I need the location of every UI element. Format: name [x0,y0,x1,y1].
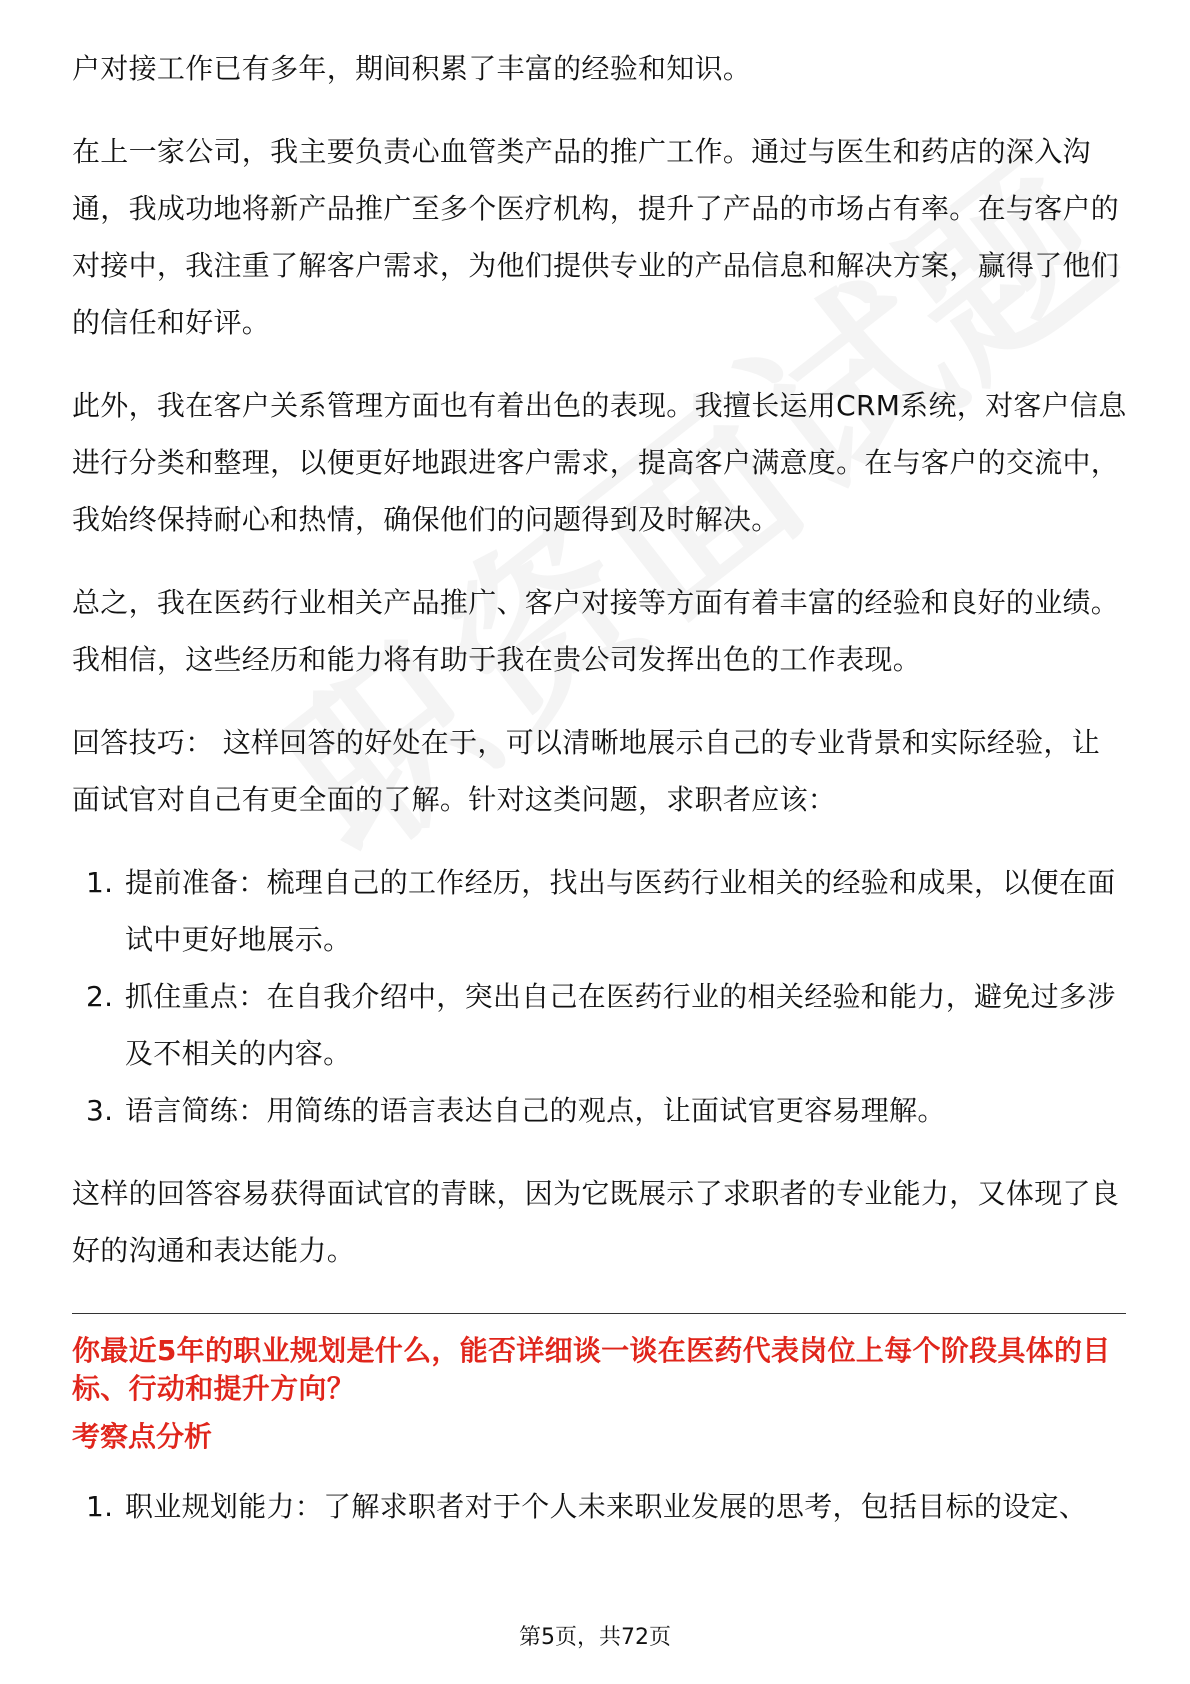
list-item-text: 语言简练：用简练的语言表达自己的观点，让面试官更容易理解。 [125,1094,946,1127]
answer-tips-paragraph: 回答技巧： 这样回答的好处在于，可以清晰地展示自己的专业背景和实际经验，让面试官对自己有更全面的了解。针对这类问题，求职者应该： [72,726,1101,816]
list-number: 3. [86,1094,114,1127]
list-item [72,1082,1128,1139]
page-number: 第5页，共72页 [519,1625,671,1650]
analysis-list [72,1478,1128,1535]
list-item [72,1478,1128,1535]
list-item-text: 抓住重点：在自我介绍中，突出自己在医药行业的相关经验和能力，避免过多涉及不相关的内容。 [125,980,1116,1070]
paragraph: 户对接工作已有多年，期间积累了丰富的经验和知识。 [72,52,752,85]
list-item [72,968,1128,1082]
list-item-text: 提前准备：梳理自己的工作经历，找出与医药行业相关的经验和成果，以便在面试中更好地展示。 [125,866,1116,956]
paragraph: 总之，我在医药行业相关产品推广、客户对接等方面有着丰富的经验和良好的业绩。我相信，这些经历和能力将有助于我在贵公司发挥出色的工作表现。 [72,586,1120,676]
list-item-text: 职业规划能力：了解求职者对于个人未来职业发展的思考，包括目标的设定、 [125,1490,1088,1523]
paragraph: 在上一家公司，我主要负责心血管类产品的推广工作。通过与医生和药店的深入沟通，我成功地将新产品推广至多个医疗机构，提升了产品的市场占有率。在与客户的对接中，我注重了解客户需求，为他们提供专业的产品信息和解决方案，赢得了他们的信任和好评。 [72,135,1120,339]
analysis-heading: 考察点分析 [72,1420,213,1453]
list-number: 1. [86,866,114,899]
tips-list [72,854,1128,1139]
interview-question: 你最近5年的职业规划是什么，能否详细谈一谈在医药代表岗位上每个阶段具体的目标、行动和提升方向？ [72,1334,1111,1405]
closing-paragraph: 这样的回答容易获得面试官的青睐，因为它既展示了求职者的专业能力，又体现了良好的沟通和表达能力。 [72,1177,1120,1267]
document-body [72,40,1128,1561]
list-number: 1. [86,1490,114,1523]
section-divider [72,1313,1126,1314]
list-number: 2. [86,980,114,1013]
list-item [72,854,1128,968]
paragraph: 此外，我在客户关系管理方面也有着出色的表现。我擅长运用CRM系统，对客户信息进行分类和整理，以便更好地跟进客户需求，提高客户满意度。在与客户的交流中，我始终保持耐心和热情，确保他们的问题得到及时解决。 [72,389,1127,536]
